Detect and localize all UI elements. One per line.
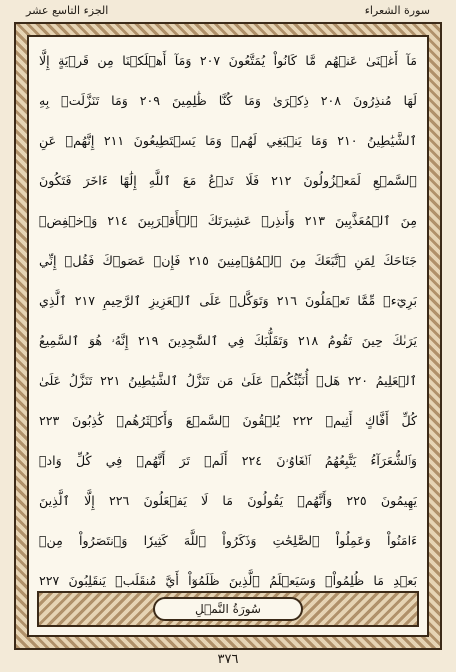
verse-line: بَعۡدِ مَا ظُلِمُواْۗ وَسَيَعۡلَمُ ٱلَّذِينَ ظَلَمُوٓاْ أَيَّ مُنقَلَبٖ يَنقَلِبُونَ ٢٢٧ bbox=[39, 573, 417, 588]
page-number: ٣٧٦ bbox=[217, 652, 239, 667]
verse-line: بَرِيٓءٞ مِّمَّا تَعۡمَلُونَ ٢١٦ وَتَوَكَّلۡ عَلَى ٱلۡعَزِيزِ ٱلرَّحِيمِ ٢١٧ ٱلَّذِي bbox=[39, 293, 417, 308]
verse-line: ءَامَنُواْ وَعَمِلُواْ ٱلصَّٰلِحَٰتِ وَذَكَرُواْ ٱللَّهَ كَثِيرٗا وَٱنتَصَرُواْ مِنۢ bbox=[39, 533, 417, 548]
ornamental-border bbox=[14, 22, 442, 650]
text-panel bbox=[27, 35, 429, 637]
verse-line: جَنَاحَكَ لِمَنِ ٱتَّبَعَكَ مِنَ ٱلۡمُؤۡمِنِينَ ٢١٥ فَإِنۡ عَصَوۡكَ فَقُلۡ إِنِّي bbox=[39, 253, 417, 268]
next-surah-title: سُورَةُ النَّمۡلِ bbox=[153, 597, 303, 621]
verse-line: لَهَا مُنذِرُونَ ٢٠٨ ذِكۡرَىٰ وَمَا كُنَّا ظَٰلِمِينَ ٢٠٩ وَمَا تَنَزَّلَتۡ بِهِ bbox=[39, 93, 417, 108]
verse-lines bbox=[39, 43, 417, 599]
verse-line: كُلِّ أَفَّاكٍ أَثِيمٖ ٢٢٢ يُلۡقُونَ ٱلسَّمۡعَ وَأَكۡثَرُهُمۡ كَٰذِبُونَ ٢٢٣ bbox=[39, 413, 417, 428]
juz-name-header: الجزء التاسع عشر bbox=[26, 4, 109, 17]
page-header bbox=[26, 0, 430, 22]
verse-line: مِنَ ٱلۡمُعَذَّبِينَ ٢١٣ وَأَنذِرۡ عَشِيرَتَكَ ٱلۡأَقۡرَبِينَ ٢١٤ وَٱخۡفِضۡ bbox=[39, 213, 417, 228]
surah-name-header: سورة الشعراء bbox=[364, 4, 430, 17]
verse-line: مَآ أَغۡنَىٰ عَنۡهُم مَّا كَانُواْ يُمَتَّعُونَ ٢٠٧ وَمَآ أَهۡلَكۡنَا مِن قَرۡيَةٍ إِلَّا bbox=[39, 53, 417, 68]
verse-line: ٱلۡعَلِيمُ ٢٢٠ هَلۡ أُنَبِّئُكُمۡ عَلَىٰ مَن تَنَزَّلُ ٱلشَّيَٰطِينُ ٢٢١ تَنَزَّلُ عَلَىٰ bbox=[39, 373, 417, 388]
verse-line: يَرَىٰكَ حِينَ تَقُومُ ٢١٨ وَتَقَلُّبَكَ فِي ٱلسَّٰجِدِينَ ٢١٩ إِنَّهُۥ هُوَ ٱلسَّمِيعُ bbox=[39, 333, 417, 348]
surah-title-banner bbox=[37, 591, 419, 627]
verse-line: ٱلشَّيَٰطِينُ ٢١٠ وَمَا يَنۢبَغِي لَهُمۡ وَمَا يَسۡتَطِيعُونَ ٢١١ إِنَّهُمۡ عَنِ bbox=[39, 133, 417, 148]
verse-line: ٱلسَّمۡعِ لَمَعۡزُولُونَ ٢١٢ فَلَا تَدۡعُ مَعَ ٱللَّهِ إِلَٰهًا ءَاخَرَ فَتَكُونَ bbox=[39, 173, 417, 188]
verse-line: يَهِيمُونَ ٢٢٥ وَأَنَّهُمۡ يَقُولُونَ مَا لَا يَفۡعَلُونَ ٢٢٦ إِلَّا ٱلَّذِينَ bbox=[39, 493, 417, 508]
verse-line: وَٱلشُّعَرَآءُ يَتَّبِعُهُمُ ٱلۡغَاوُۥنَ ٢٢٤ أَلَمۡ تَرَ أَنَّهُمۡ فِي كُلِّ وَادٖ bbox=[39, 453, 417, 468]
